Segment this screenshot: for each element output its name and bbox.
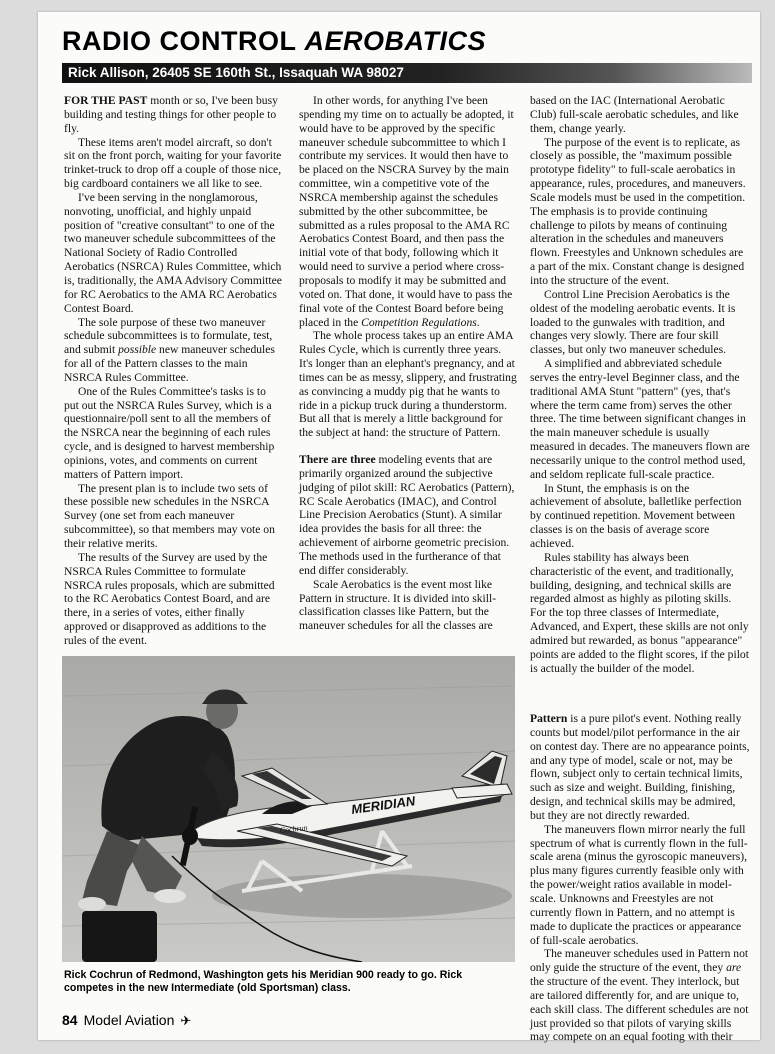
run-in-heading: FOR THE PAST: [64, 94, 148, 107]
text-column-3-continued: [530, 712, 750, 1044]
paragraph-text: new maneuver schedules for all of the Pattern classes to the main NSRCA Rules Committee.: [64, 343, 275, 384]
paragraph: These items aren't model aircraft, so don't sit on the front porch, waiting for your favorite trinket-truck to drop off a couple of those nice, big cardboard containers we all like to see.: [64, 135, 282, 191]
paragraph: [64, 316, 282, 385]
text-column-2: [299, 94, 517, 633]
paragraph: [299, 453, 517, 578]
paragraph-text: modeling events that are primarily organized around the subjective judging of pilot skill: RC Aerobatics (Pattern), RC Scale Aerobatics (IMAC), and Control Line Precision Aerobatics (Stunt). A similar idea provides the basis for all three: the achievement of airborne geometric precision. The methods used in the furtherance of that end differ considerably.: [299, 453, 515, 577]
paragraph: Scale Aerobatics is the event most like Pattern in structure. It is divided into skill-classification classes like Pattern, but the maneuver schedules for all the classes are: [299, 577, 497, 633]
paragraph: based on the IAC (International Aerobatic Club) full-scale aerobatic schedules, and like them, change yearly.: [530, 94, 739, 135]
emphasis: Competition Regulations: [361, 315, 477, 329]
paragraph: The maneuvers flown mirror nearly the full spectrum of what is currently flown in the full-scale arena (minus the gyroscopic maneuvers), plus many figures currently feasible only with the power/weight ratios available in model-scale. Unknowns and Freestyles are not currently flown in Pattern, and no attempt is made to duplicate the practices or appearance of full-scale aerobatics.: [530, 822, 748, 947]
paragraph: [530, 947, 750, 1044]
paragraph: [299, 94, 517, 329]
page-content: [62, 12, 752, 1044]
paragraph-text: The sole purpose of these two maneuver schedule subcommittees is to formulate, test, and submit: [64, 315, 273, 357]
headline-main: RADIO CONTROL: [62, 26, 297, 56]
paragraph-text: the structure of the event. They interlock, but are tailored differently for, and are unique to, each skill class. The different schedules are not just provided so that pilots of varying skills may compete on an equal footing with their: [530, 975, 749, 1044]
paragraph: Rules stability has always been characteristic of the event, and traditionally, building, designing, and technical skills are regarded almost as highly as piloting skills. For the top three classes of Intermediate, Advanced, and Expert, these skills are not only admired but rewarded, as bonus "appearance" points are added to the flight scores, if the pilot is actually the builder of the model.: [530, 550, 749, 675]
page-number: 84: [62, 1012, 78, 1028]
paragraph: [530, 712, 750, 823]
model-shadow: [212, 874, 512, 918]
photo-caption: Rick Cochrun of Redmond, Washington gets his Meridian 900 ready to go. Rick competes in the new Intermediate (old Sportsman) class.: [64, 969, 463, 994]
text-column-3: [530, 94, 750, 675]
run-in-heading: Pattern: [530, 712, 568, 725]
paragraph: [64, 94, 282, 136]
paragraph: I've been serving in the nonglamorous, nonvoting, unofficial, and highly unpaid position of "creative consultant" to one of the two maneuver schedule subcommittees of the National Society of Radio Controlled Aerobatics (NSRCA) Rules Committee, which is, traditionally, the AMA Advisory Committee for RC Aerobatics to the AMA RC Aerobatics Contest Board.: [64, 190, 282, 315]
photo-pilot-with-model: [62, 656, 515, 962]
run-in-heading: There are three: [299, 453, 376, 467]
emphasis: possible: [118, 343, 157, 357]
paragraph-text: .: [476, 315, 480, 329]
column-headline: [62, 26, 486, 57]
paragraph: The purpose of the event is to replicate, as closely as possible, the "maximum possible prototype fidelity" to full-scale aerobatics in appearance, rules, procedures, and maneuvers. Scale models must be used in the competition. The emphasis is to provide continuing challenge to pilots by means of continuing alteration in the schedules and maneuvers flown. Freestyles and Unknown schedules are a part of the mix. Constant change is designed into the structure of the event.: [530, 135, 746, 287]
paragraph: Control Line Precision Aerobatics is the oldest of the modeling aerobatic events. It is loaded to the gunwales with tradition, and changes very slowly. There are four skill classes, but only two maneuver schedules.: [530, 287, 736, 357]
paragraph: One of the Rules Committee's tasks is to put out the NSRCA Rules Survey, which is a questionnaire/poll sent to all the members of the NSRCA near the beginning of each rules cycle, and is designed to harvest membership opinions, votes, and comments on current matters of Pattern import.: [64, 384, 275, 481]
paragraph: The present plan is to include two sets of these possible new schedules in the NSRCA Survey (one set from each maneuver subcommittee), so that members may vote on their relative merits.: [64, 481, 275, 550]
field-box: [82, 911, 157, 962]
paragraph-text: In other words, for anything I've been spending my time on to actually be adopted, it would have to be approved by the specific maneuver schedule subcommittee to which I contribute my services. It would then have to be placed on the NSCRA Survey by the main committee, win a competitive vote of the NSRCA membership against the schedules submitted by the other subcommittee, be submitted as a rules proposal to the AMA RC Aerobatics Contest Board, and then pass the initial vote of that body, following which it would need to survive a period where cross-proposals to modify it may be submitted and voted on. That done, it would have to pass the final vote of the Contest Board before being placed in the: [299, 94, 514, 329]
author-byline-bar: [62, 63, 752, 83]
paragraph: A simplified and abbreviated schedule serves the entry-level Beginner class, and the traditional AMA Stunt "pattern" (yes, that's where the term came from) serves the other three. The time between significant changes in the main maneuver schedule is usually measured in decades. The maneuvers flown are necessarily unique to the control method used, and seldom replicate full-scale practice.: [530, 357, 750, 481]
magazine-page: [38, 12, 760, 1044]
paragraph-text: month or so, I've been busy building and testing things for other people to fly.: [64, 94, 278, 135]
text-column-1: [64, 94, 282, 648]
magazine-name: Model Aviation: [83, 1012, 175, 1028]
fuselage-lettering: MERIDIAN: [350, 793, 417, 817]
photo-illustration: [62, 656, 515, 962]
paragraph: The whole process takes up an entire AMA Rules Cycle, which is currently three years. It's longer than an elephant's pregnancy, and at times can be as messy, slippery, and frustrating as convincing a muddy pig that he wants to ride in a pickup truck during a thunderstorm. But all that is merely a little background for the subject at hand: the structure of Pattern.: [299, 329, 517, 440]
paragraph: The results of the Survey are used by the NSRCA Rules Committee to formulate NSRCA rules proposals, which are submitted to the RC Aerobatics Contest Board, and are there, in a series of votes, either finally approved or disapproved as additions to the rules of the event.: [64, 550, 275, 647]
page-footer: [62, 1012, 191, 1029]
cowl-lettering: Cochrun: [279, 823, 309, 835]
airplane-icon: ✈: [180, 1013, 192, 1028]
paragraph-text: The maneuver schedules used in Pattern not only guide the structure of the event, they: [530, 947, 749, 975]
paragraph: In Stunt, the emphasis is on the achievement of absolute, balletlike perfection by continued repetition. Movement between classes is on the basis of average score achieved.: [530, 481, 742, 550]
emphasis: are: [726, 961, 742, 975]
headline-italic: AEROBATICS: [304, 26, 486, 56]
author-byline: Rick Allison, 26405 SE 160th St., Issaquah WA 98027: [68, 65, 404, 80]
paragraph-text: is a pure pilot's event. Nothing really counts but model/pilot performance in the air on contest day. There are no appearance points, and any type of model, scale or not, may be flown, subject only to certain technical limits, such as size and weight. Building, finishing, design, and technical skills may be admired, but they are not directly rewarded.: [530, 712, 750, 822]
